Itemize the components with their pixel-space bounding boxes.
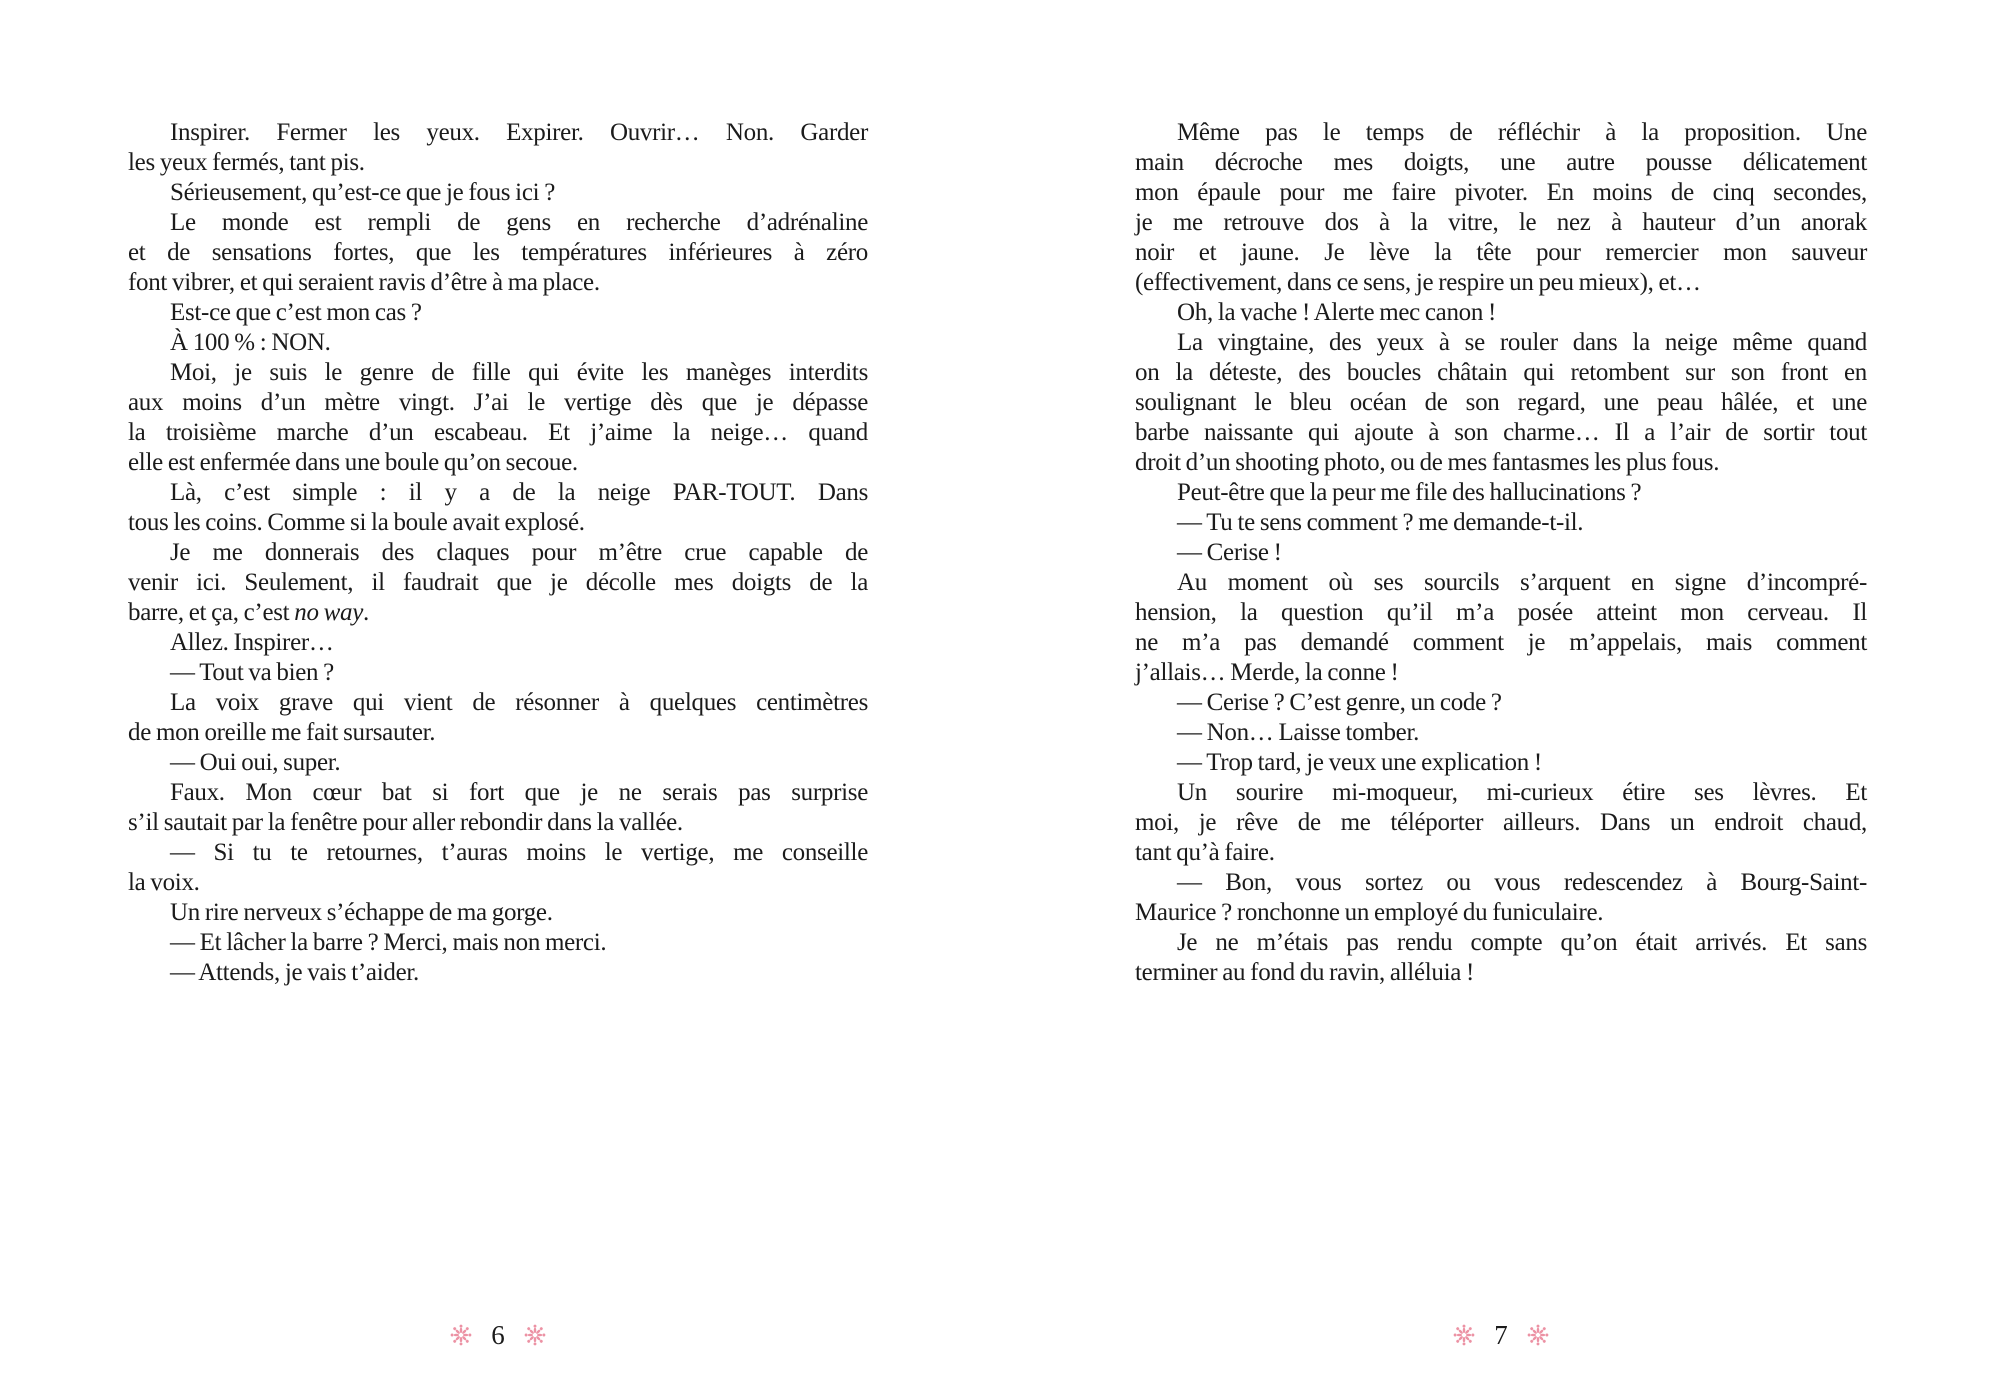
text-line bbox=[128, 838, 868, 868]
text-run: — Trop tard, je veux une explication ! bbox=[1177, 749, 1542, 776]
text-line bbox=[128, 808, 868, 838]
text-line bbox=[128, 538, 868, 568]
text-run: la troisième marche d’un escabeau. Et j’aime la neige… quand bbox=[128, 419, 868, 446]
text-line bbox=[1135, 568, 1867, 598]
text-run: et de sensations fortes, que les températures inférieures à zéro bbox=[128, 239, 868, 266]
text-run: — Oui oui, super. bbox=[170, 749, 341, 776]
text-line bbox=[128, 958, 868, 988]
text-run: Je ne m’étais pas rendu compte qu’on était arrivés. Et sans bbox=[1177, 929, 1867, 956]
text-run: Un sourire mi-moqueur, mi-curieux étire ses lèvres. Et bbox=[1177, 779, 1867, 806]
text-run: Même pas le temps de réfléchir à la proposition. Une bbox=[1177, 119, 1867, 146]
text-run: elle est enfermée dans une boule qu’on secoue. bbox=[128, 449, 578, 476]
text-line bbox=[128, 718, 868, 748]
text-line bbox=[1135, 808, 1867, 838]
text-run: noir et jaune. Je lève la tête pour remercier mon sauveur bbox=[1135, 239, 1867, 266]
text-run: Je me donnerais des claques pour m’être crue capable de bbox=[170, 539, 868, 566]
text-run: j’allais… Merde, la conne ! bbox=[1135, 659, 1399, 686]
text-run: Un rire nerveux s’échappe de ma gorge. bbox=[170, 899, 553, 926]
page-left-footer bbox=[128, 1316, 868, 1354]
text-run: Moi, je suis le genre de fille qui évite les manèges interdits bbox=[170, 359, 868, 386]
text-line bbox=[128, 688, 868, 718]
text-line bbox=[1135, 838, 1867, 868]
text-run: Oh, la vache ! Alerte mec canon ! bbox=[1177, 299, 1497, 326]
page-right-text-block bbox=[1135, 118, 1867, 988]
text-run: — Bon, vous sortez ou vous redescendez à Bourg-Saint- bbox=[1177, 869, 1867, 896]
text-run: venir ici. Seulement, il faudrait que je décolle mes doigts de la bbox=[128, 569, 868, 596]
flower-ornament-icon bbox=[1452, 1323, 1476, 1347]
text-run: moi, je rêve de me téléporter ailleurs. Dans un endroit chaud, bbox=[1135, 809, 1867, 836]
text-run: Inspirer. Fermer les yeux. Expirer. Ouvrir… Non. Garder bbox=[170, 119, 868, 146]
text-line bbox=[1135, 328, 1867, 358]
flower-ornament-icon bbox=[1526, 1323, 1550, 1347]
text-line bbox=[128, 298, 868, 328]
text-line bbox=[1135, 598, 1867, 628]
text-run: la voix. bbox=[128, 869, 200, 896]
text-line bbox=[1135, 928, 1867, 958]
text-line bbox=[1135, 358, 1867, 388]
text-line bbox=[128, 658, 868, 688]
text-run: — Cerise ! bbox=[1177, 539, 1282, 566]
text-run: — Cerise ? C’est genre, un code ? bbox=[1177, 689, 1502, 716]
text-line bbox=[128, 568, 868, 598]
text-run: Sérieusement, qu’est-ce que je fous ici ? bbox=[170, 179, 556, 206]
text-run: mon épaule pour me faire pivoter. En moins de cinq secondes, bbox=[1135, 179, 1867, 206]
text-line bbox=[128, 238, 868, 268]
text-line bbox=[1135, 718, 1867, 748]
text-run: soulignant le bleu océan de son regard, une peau hâlée, et une bbox=[1135, 389, 1867, 416]
text-run: tous les coins. Comme si la boule avait explosé. bbox=[128, 509, 585, 536]
text-line bbox=[128, 628, 868, 658]
text-run: droit d’un shooting photo, ou de mes fantasmes les plus fous. bbox=[1135, 449, 1720, 476]
text-line bbox=[128, 118, 868, 148]
text-line bbox=[128, 418, 868, 448]
text-line bbox=[1135, 298, 1867, 328]
text-run: tant qu’à faire. bbox=[1135, 839, 1275, 866]
text-line bbox=[128, 268, 868, 298]
text-line bbox=[1135, 508, 1867, 538]
text-run: Est-ce que c’est mon cas ? bbox=[170, 299, 422, 326]
text-line bbox=[128, 508, 868, 538]
text-line bbox=[128, 208, 868, 238]
flower-ornament-icon bbox=[449, 1323, 473, 1347]
text-run: s’il sautait par la fenêtre pour aller rebondir dans la vallée. bbox=[128, 809, 683, 836]
text-line bbox=[128, 388, 868, 418]
text-run: terminer au fond du ravin, alléluia ! bbox=[1135, 959, 1475, 986]
text-line bbox=[1135, 418, 1867, 448]
text-run: Peut-être que la peur me file des hallucinations ? bbox=[1177, 479, 1642, 506]
text-run: À 100 % : NON. bbox=[170, 329, 331, 356]
text-run: (effectivement, dans ce sens, je respire un peu mieux), et… bbox=[1135, 269, 1701, 296]
page-number-left: 6 bbox=[491, 1320, 505, 1350]
text-run: barbe naissante qui ajoute à son charme… Il a l’air de sortir tout bbox=[1135, 419, 1867, 446]
text-line bbox=[1135, 448, 1867, 478]
text-run: font vibrer, et qui seraient ravis d’être à ma place. bbox=[128, 269, 600, 296]
text-line bbox=[1135, 238, 1867, 268]
text-run: Là, c’est simple : il y a de la neige PAR-TOUT. Dans bbox=[170, 479, 868, 506]
text-run: Allez. Inspirer… bbox=[170, 629, 334, 656]
text-run: — Tout va bien ? bbox=[170, 659, 334, 686]
text-run-italic: no way bbox=[294, 599, 364, 626]
text-run: main décroche mes doigts, une autre pousse délicatement bbox=[1135, 149, 1867, 176]
text-line bbox=[1135, 268, 1867, 298]
text-line bbox=[128, 928, 868, 958]
text-run: — Et lâcher la barre ? Merci, mais non merci. bbox=[170, 929, 607, 956]
text-line bbox=[1135, 778, 1867, 808]
text-run: Faux. Mon cœur bat si fort que je ne serais pas surprise bbox=[170, 779, 868, 806]
text-line bbox=[1135, 748, 1867, 778]
text-run: on la déteste, des boucles châtain qui retombent sur son front en bbox=[1135, 359, 1867, 386]
text-line bbox=[1135, 388, 1867, 418]
text-line bbox=[128, 778, 868, 808]
text-line bbox=[128, 178, 868, 208]
text-line bbox=[1135, 538, 1867, 568]
text-line bbox=[128, 328, 868, 358]
text-line bbox=[1135, 178, 1867, 208]
flower-ornament-icon bbox=[523, 1323, 547, 1347]
text-line bbox=[128, 898, 868, 928]
text-run: hension, la question qu’il m’a posée atteint mon cerveau. Il bbox=[1135, 599, 1867, 626]
text-run: . bbox=[363, 599, 369, 626]
text-line bbox=[1135, 688, 1867, 718]
text-line bbox=[1135, 628, 1867, 658]
text-run: La voix grave qui vient de résonner à quelques centimètres bbox=[170, 689, 868, 716]
text-line bbox=[1135, 148, 1867, 178]
page-right-footer bbox=[1135, 1316, 1867, 1354]
text-run: aux moins d’un mètre vingt. J’ai le vertige dès que je dépasse bbox=[128, 389, 868, 416]
text-line bbox=[128, 748, 868, 778]
text-line bbox=[1135, 118, 1867, 148]
text-line bbox=[128, 478, 868, 508]
text-line bbox=[128, 358, 868, 388]
text-line bbox=[1135, 658, 1867, 688]
text-line bbox=[1135, 208, 1867, 238]
text-line bbox=[1135, 898, 1867, 928]
text-run: ne m’a pas demandé comment je m’appelais, mais comment bbox=[1135, 629, 1867, 656]
text-line bbox=[128, 148, 868, 178]
text-line bbox=[128, 598, 868, 628]
text-run: — Attends, je vais t’aider. bbox=[170, 959, 419, 986]
text-run: Au moment où ses sourcils s’arquent en signe d’incompré- bbox=[1177, 569, 1867, 596]
text-run: Maurice ? ronchonne un employé du funiculaire. bbox=[1135, 899, 1604, 926]
text-run: je me retrouve dos à la vitre, le nez à hauteur d’un anorak bbox=[1135, 209, 1867, 236]
text-line bbox=[128, 868, 868, 898]
text-run: — Non… Laisse tomber. bbox=[1177, 719, 1420, 746]
text-run: les yeux fermés, tant pis. bbox=[128, 149, 365, 176]
text-line bbox=[1135, 868, 1867, 898]
text-run: barre, et ça, c’est bbox=[128, 599, 295, 626]
text-line bbox=[1135, 478, 1867, 508]
page-number-right: 7 bbox=[1494, 1320, 1508, 1350]
text-line bbox=[128, 448, 868, 478]
text-run: Le monde est rempli de gens en recherche d’adrénaline bbox=[170, 209, 868, 236]
text-run: — Si tu te retournes, t’auras moins le vertige, me conseille bbox=[170, 839, 868, 866]
text-line bbox=[1135, 958, 1867, 988]
page-left-text-block bbox=[128, 118, 868, 988]
text-run: La vingtaine, des yeux à se rouler dans la neige même quand bbox=[1177, 329, 1867, 356]
text-run: de mon oreille me fait sursauter. bbox=[128, 719, 436, 746]
text-run: — Tu te sens comment ? me demande-t-il. bbox=[1177, 509, 1584, 536]
